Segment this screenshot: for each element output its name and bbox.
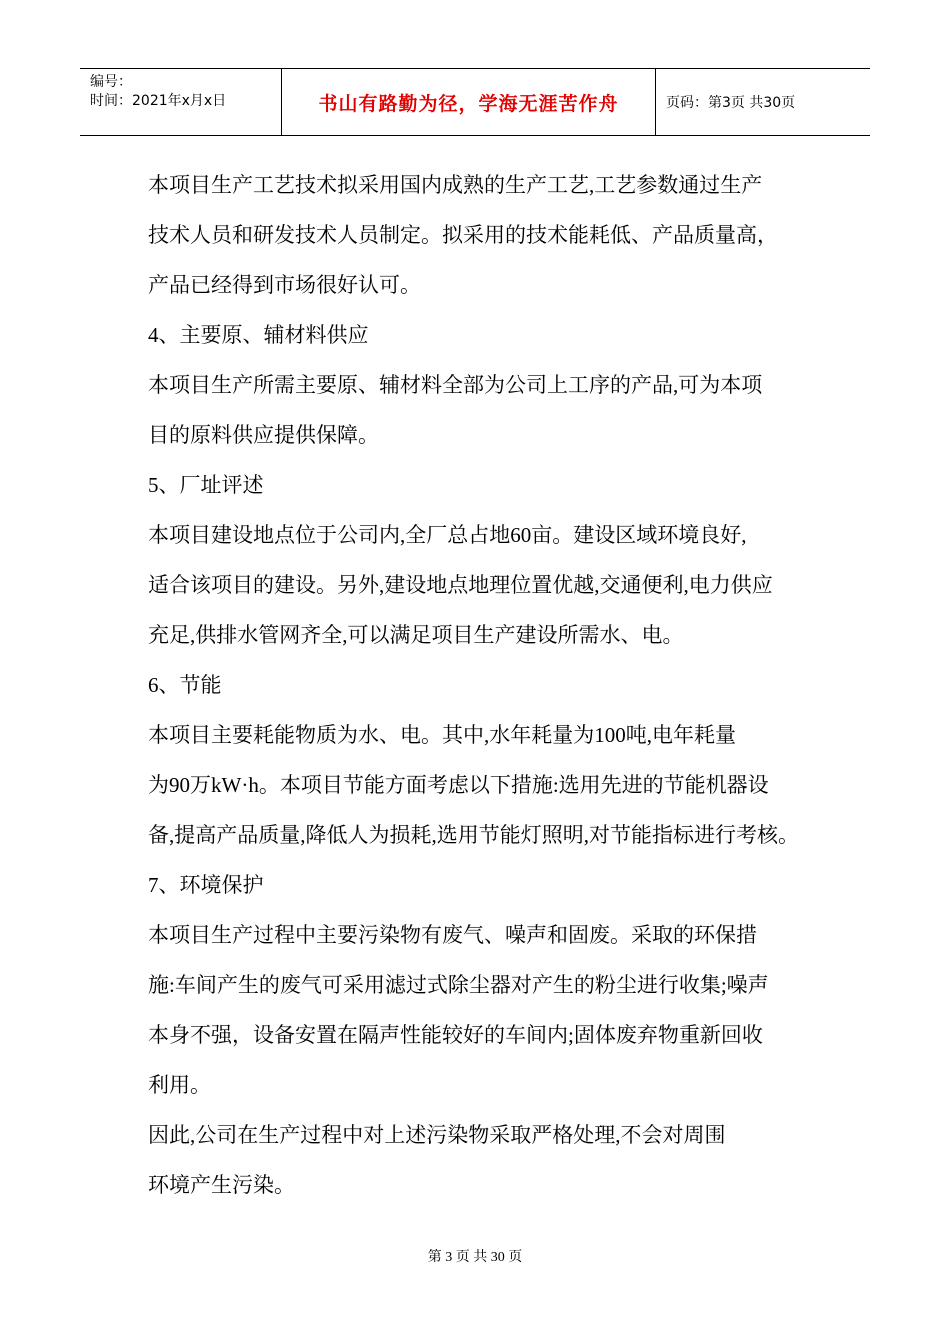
- page-info: 页码：第3页 共30页: [666, 95, 796, 111]
- section-heading: 7、环境保护: [148, 873, 264, 897]
- text-line: 因此,公司在生产过程中对上述污染物采取严格处理,不会对周围: [148, 1123, 726, 1147]
- footer-page-number: 第 3 页 共 30 页: [427, 1250, 523, 1265]
- text-line: 本项目主要耗能物质为水、电。其中,水年耗量为100吨,电年耗量: [148, 723, 736, 747]
- motto-text: 书山有路勤为径，学海无涯苦作舟: [318, 92, 619, 115]
- text-line: 本项目生产工艺技术拟采用国内成熟的生产工艺,工艺参数通过生产: [148, 173, 763, 197]
- text-line: 充足,供排水管网齐全,可以满足项目生产建设所需水、电。: [148, 623, 684, 647]
- header-page-cell: [656, 69, 870, 135]
- text-line: 施:车间产生的废气可采用滤过式除尘器对产生的粉尘进行收集;噪声: [148, 973, 769, 997]
- header-table: [80, 68, 870, 136]
- text-line: 为90万kW·h。本项目节能方面考虑以下措施:选用先进的节能机器设: [148, 773, 769, 797]
- section-heading: 6、节能: [148, 673, 222, 697]
- header-left-cell: [80, 69, 282, 135]
- text-line: 本项目建设地点位于公司内,全厂总占地60亩。建设区域环境良好,: [148, 523, 747, 547]
- text-line: 本项目生产过程中主要污染物有废气、噪声和固废。采取的环保措: [148, 923, 757, 947]
- text-line: 产品已经得到市场很好认可。: [148, 273, 421, 297]
- section-heading: 4、主要原、辅材料供应: [148, 323, 369, 347]
- document-body: [148, 160, 838, 1210]
- text-line: 适合该项目的建设。另外,建设地点地理位置优越,交通便利,电力供应: [148, 573, 773, 597]
- text-line: 本身不强，设备安置在隔声性能较好的车间内;固体废弃物重新回收: [148, 1023, 763, 1047]
- time-label: 时间：2021年x月x日: [90, 93, 227, 109]
- text-line: 利用。: [148, 1073, 211, 1097]
- text-line: 本项目生产所需主要原、辅材料全部为公司上工序的产品,可为本项: [148, 373, 763, 397]
- text-line: 目的原料供应提供保障。: [148, 423, 379, 447]
- text-line: 备,提高产品质量,降低人为损耗,选用节能灯照明,对节能指标进行考核。: [148, 823, 799, 847]
- number-label: 编号：: [90, 74, 132, 90]
- page-footer: [0, 1246, 950, 1266]
- text-line: 环境产生污染。: [148, 1173, 295, 1197]
- text-line: 技术人员和研发技术人员制定。拟采用的技术能耗低、产品质量高，: [148, 223, 778, 247]
- section-heading: 5、厂址评述: [148, 473, 264, 497]
- header-motto-cell: [282, 69, 656, 135]
